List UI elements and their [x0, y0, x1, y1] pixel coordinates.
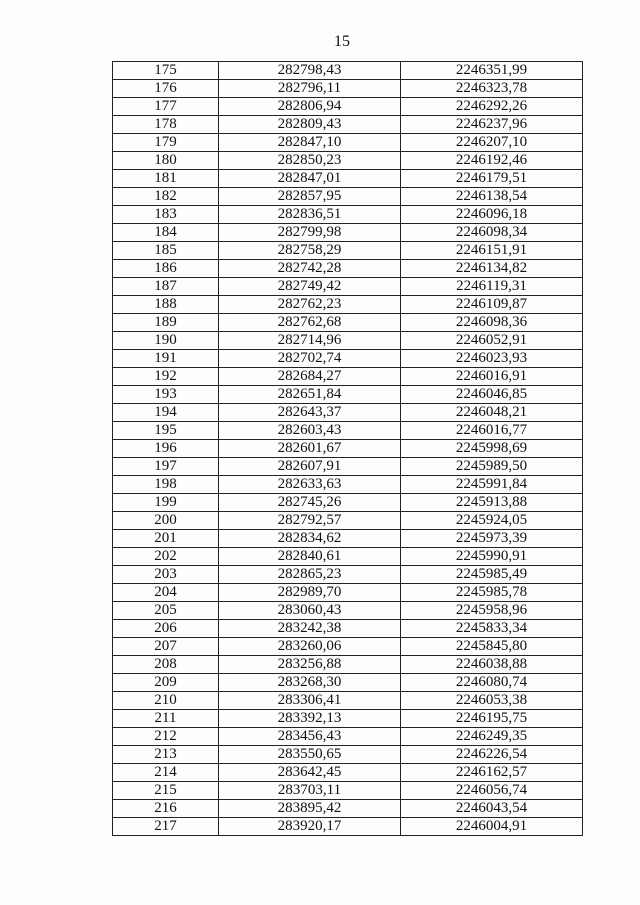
x-coordinate-cell: 282836,51	[219, 206, 401, 224]
y-coordinate-cell: 2246134,82	[401, 260, 583, 278]
point-number-cell: 207	[113, 638, 219, 656]
x-coordinate-cell: 283268,30	[219, 674, 401, 692]
y-coordinate-cell: 2246004,91	[401, 818, 583, 836]
table-row	[113, 584, 583, 602]
x-coordinate-cell: 282749,42	[219, 278, 401, 296]
y-coordinate-cell: 2245958,96	[401, 602, 583, 620]
point-number-cell: 194	[113, 404, 219, 422]
table-row	[113, 386, 583, 404]
y-coordinate-cell: 2246207,10	[401, 134, 583, 152]
table-row	[113, 602, 583, 620]
point-number-cell: 201	[113, 530, 219, 548]
table-row	[113, 476, 583, 494]
table-row	[113, 728, 583, 746]
x-coordinate-cell: 282792,57	[219, 512, 401, 530]
x-coordinate-cell: 282799,98	[219, 224, 401, 242]
y-coordinate-cell: 2246323,78	[401, 80, 583, 98]
point-number-cell: 204	[113, 584, 219, 602]
table-row	[113, 530, 583, 548]
x-coordinate-cell: 282809,43	[219, 116, 401, 134]
table-row	[113, 674, 583, 692]
table-row	[113, 404, 583, 422]
point-number-cell: 175	[113, 62, 219, 80]
table-row	[113, 710, 583, 728]
x-coordinate-cell: 282633,63	[219, 476, 401, 494]
x-coordinate-cell: 283920,17	[219, 818, 401, 836]
x-coordinate-cell: 282798,43	[219, 62, 401, 80]
point-number-cell: 190	[113, 332, 219, 350]
table-row	[113, 296, 583, 314]
point-number-cell: 211	[113, 710, 219, 728]
point-number-cell: 183	[113, 206, 219, 224]
point-number-cell: 200	[113, 512, 219, 530]
point-number-cell: 196	[113, 440, 219, 458]
point-number-cell: 210	[113, 692, 219, 710]
y-coordinate-cell: 2246249,35	[401, 728, 583, 746]
point-number-cell: 197	[113, 458, 219, 476]
x-coordinate-cell: 282840,61	[219, 548, 401, 566]
table-row	[113, 800, 583, 818]
table-row	[113, 134, 583, 152]
y-coordinate-cell: 2245990,91	[401, 548, 583, 566]
y-coordinate-cell: 2246096,18	[401, 206, 583, 224]
table-row	[113, 98, 583, 116]
y-coordinate-cell: 2246237,96	[401, 116, 583, 134]
table-row	[113, 242, 583, 260]
y-coordinate-cell: 2246016,91	[401, 368, 583, 386]
point-number-cell: 208	[113, 656, 219, 674]
table-row	[113, 224, 583, 242]
x-coordinate-cell: 282850,23	[219, 152, 401, 170]
y-coordinate-cell: 2246195,75	[401, 710, 583, 728]
y-coordinate-cell: 2246151,91	[401, 242, 583, 260]
y-coordinate-cell: 2246056,74	[401, 782, 583, 800]
point-number-cell: 186	[113, 260, 219, 278]
x-coordinate-cell: 282702,74	[219, 350, 401, 368]
point-number-cell: 178	[113, 116, 219, 134]
table-row	[113, 512, 583, 530]
point-number-cell: 214	[113, 764, 219, 782]
x-coordinate-cell: 282762,23	[219, 296, 401, 314]
point-number-cell: 181	[113, 170, 219, 188]
x-coordinate-cell: 283306,41	[219, 692, 401, 710]
table-row	[113, 620, 583, 638]
y-coordinate-cell: 2246053,38	[401, 692, 583, 710]
y-coordinate-cell: 2246162,57	[401, 764, 583, 782]
point-number-cell: 180	[113, 152, 219, 170]
y-coordinate-cell: 2246098,36	[401, 314, 583, 332]
y-coordinate-cell: 2246351,99	[401, 62, 583, 80]
point-number-cell: 188	[113, 296, 219, 314]
x-coordinate-cell: 282603,43	[219, 422, 401, 440]
table-row	[113, 494, 583, 512]
x-coordinate-cell: 282607,91	[219, 458, 401, 476]
point-number-cell: 182	[113, 188, 219, 206]
point-number-cell: 193	[113, 386, 219, 404]
y-coordinate-cell: 2246098,34	[401, 224, 583, 242]
point-number-cell: 217	[113, 818, 219, 836]
point-number-cell: 199	[113, 494, 219, 512]
y-coordinate-cell: 2246138,54	[401, 188, 583, 206]
x-coordinate-cell: 282796,11	[219, 80, 401, 98]
y-coordinate-cell: 2246292,26	[401, 98, 583, 116]
x-coordinate-cell: 282762,68	[219, 314, 401, 332]
point-number-cell: 205	[113, 602, 219, 620]
x-coordinate-cell: 282601,67	[219, 440, 401, 458]
x-coordinate-cell: 282865,23	[219, 566, 401, 584]
x-coordinate-cell: 282684,27	[219, 368, 401, 386]
y-coordinate-cell: 2245973,39	[401, 530, 583, 548]
x-coordinate-cell: 282714,96	[219, 332, 401, 350]
x-coordinate-cell: 282834,62	[219, 530, 401, 548]
point-number-cell: 209	[113, 674, 219, 692]
x-coordinate-cell: 283260,06	[219, 638, 401, 656]
table-row	[113, 566, 583, 584]
table-row	[113, 350, 583, 368]
point-number-cell: 176	[113, 80, 219, 98]
y-coordinate-cell: 2246016,77	[401, 422, 583, 440]
table-row	[113, 656, 583, 674]
table-row	[113, 782, 583, 800]
x-coordinate-cell: 283256,88	[219, 656, 401, 674]
table-row	[113, 818, 583, 836]
point-number-cell: 198	[113, 476, 219, 494]
x-coordinate-cell: 282847,01	[219, 170, 401, 188]
point-number-cell: 203	[113, 566, 219, 584]
y-coordinate-cell: 2245833,34	[401, 620, 583, 638]
x-coordinate-cell: 282651,84	[219, 386, 401, 404]
table-row	[113, 152, 583, 170]
x-coordinate-cell: 283642,45	[219, 764, 401, 782]
table-row	[113, 638, 583, 656]
x-coordinate-cell: 283392,13	[219, 710, 401, 728]
x-coordinate-cell: 282742,28	[219, 260, 401, 278]
table-row	[113, 62, 583, 80]
y-coordinate-cell: 2246226,54	[401, 746, 583, 764]
x-coordinate-cell: 283456,43	[219, 728, 401, 746]
table-row	[113, 458, 583, 476]
y-coordinate-cell: 2245991,84	[401, 476, 583, 494]
point-number-cell: 179	[113, 134, 219, 152]
coordinates-table	[112, 61, 583, 836]
point-number-cell: 195	[113, 422, 219, 440]
x-coordinate-cell: 282847,10	[219, 134, 401, 152]
point-number-cell: 192	[113, 368, 219, 386]
y-coordinate-cell: 2245924,05	[401, 512, 583, 530]
table-row	[113, 440, 583, 458]
point-number-cell: 187	[113, 278, 219, 296]
y-coordinate-cell: 2245913,88	[401, 494, 583, 512]
point-number-cell: 191	[113, 350, 219, 368]
x-coordinate-cell: 282643,37	[219, 404, 401, 422]
table-row	[113, 368, 583, 386]
table-row	[113, 206, 583, 224]
y-coordinate-cell: 2246043,54	[401, 800, 583, 818]
table-row	[113, 746, 583, 764]
y-coordinate-cell: 2246119,31	[401, 278, 583, 296]
table-row	[113, 170, 583, 188]
table-row	[113, 764, 583, 782]
y-coordinate-cell: 2246080,74	[401, 674, 583, 692]
x-coordinate-cell: 282989,70	[219, 584, 401, 602]
point-number-cell: 185	[113, 242, 219, 260]
x-coordinate-cell: 283895,42	[219, 800, 401, 818]
table-row	[113, 80, 583, 98]
y-coordinate-cell: 2246048,21	[401, 404, 583, 422]
table-row	[113, 332, 583, 350]
x-coordinate-cell: 283703,11	[219, 782, 401, 800]
y-coordinate-cell: 2246023,93	[401, 350, 583, 368]
x-coordinate-cell: 282806,94	[219, 98, 401, 116]
x-coordinate-cell: 282758,29	[219, 242, 401, 260]
point-number-cell: 215	[113, 782, 219, 800]
table-row	[113, 260, 583, 278]
y-coordinate-cell: 2246192,46	[401, 152, 583, 170]
point-number-cell: 202	[113, 548, 219, 566]
x-coordinate-cell: 283550,65	[219, 746, 401, 764]
x-coordinate-cell: 282857,95	[219, 188, 401, 206]
y-coordinate-cell: 2246038,88	[401, 656, 583, 674]
table-row	[113, 314, 583, 332]
y-coordinate-cell: 2245985,78	[401, 584, 583, 602]
point-number-cell: 212	[113, 728, 219, 746]
y-coordinate-cell: 2246179,51	[401, 170, 583, 188]
table-row	[113, 278, 583, 296]
table-row	[113, 422, 583, 440]
coordinates-table-body	[113, 62, 583, 836]
table-row	[113, 692, 583, 710]
point-number-cell: 184	[113, 224, 219, 242]
y-coordinate-cell: 2246052,91	[401, 332, 583, 350]
x-coordinate-cell: 283242,38	[219, 620, 401, 638]
y-coordinate-cell: 2246109,87	[401, 296, 583, 314]
table-row	[113, 116, 583, 134]
y-coordinate-cell: 2245989,50	[401, 458, 583, 476]
x-coordinate-cell: 283060,43	[219, 602, 401, 620]
point-number-cell: 189	[113, 314, 219, 332]
y-coordinate-cell: 2246046,85	[401, 386, 583, 404]
point-number-cell: 177	[113, 98, 219, 116]
point-number-cell: 206	[113, 620, 219, 638]
y-coordinate-cell: 2245985,49	[401, 566, 583, 584]
point-number-cell: 213	[113, 746, 219, 764]
table-row	[113, 548, 583, 566]
point-number-cell: 216	[113, 800, 219, 818]
y-coordinate-cell: 2245845,80	[401, 638, 583, 656]
x-coordinate-cell: 282745,26	[219, 494, 401, 512]
y-coordinate-cell: 2245998,69	[401, 440, 583, 458]
page-number: 15	[334, 33, 350, 50]
table-row	[113, 188, 583, 206]
